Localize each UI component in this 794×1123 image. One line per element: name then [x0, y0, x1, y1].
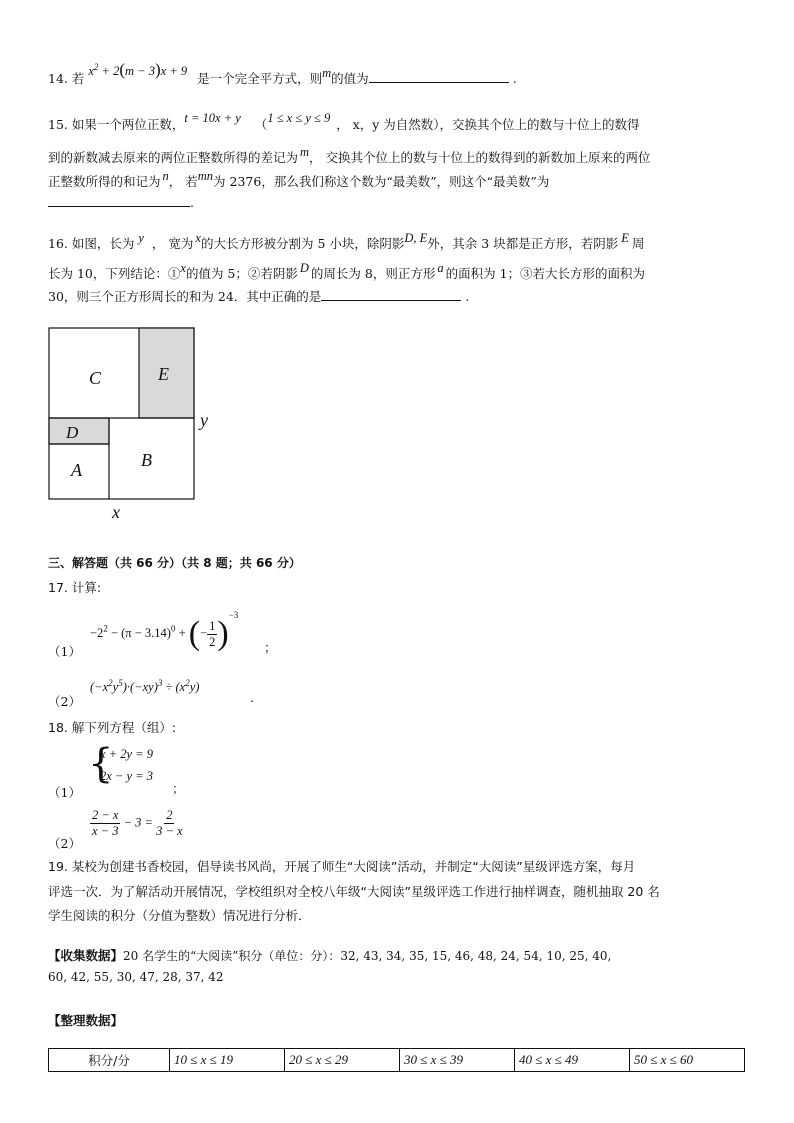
q16-text-1: ， 宽为: [151, 236, 194, 251]
q18-p1-label: （1）: [48, 785, 81, 800]
q15-condition: 1 ≤ x ≤ y ≤ 9: [267, 111, 331, 125]
q15-var-n: n: [162, 169, 169, 183]
q15-answer-blank[interactable]: [48, 206, 190, 207]
q15-text-2a: 到的新数减去原来的两位正整数所得的差记为: [48, 150, 299, 165]
question-14: [48, 60, 517, 88]
rectangle-figure: [40, 322, 230, 527]
q16-text-4: 周: [631, 236, 645, 251]
q16-line-2: [48, 261, 646, 282]
q15-period: .: [190, 195, 194, 210]
question-15: [48, 111, 640, 133]
q15-number: 15. 如果一个两位正数，: [48, 117, 185, 132]
q17-p2-expression: $(-x^2y^5)\cdot(-xy)^3 \div (x^2y)$: [90, 678, 200, 695]
q18-p2-expression: $\frac{2 - x}{x - 3}$ − 3 = $\frac{2}{3 - x}$: [92, 808, 183, 838]
organize-data-title: 【整理数据】: [48, 1013, 124, 1028]
q18-p1-end: ；: [172, 781, 185, 796]
q14-expression: $x^2 + 2(m - 3)x + 9$: [88, 60, 188, 79]
q16-var-de: D, E: [404, 231, 428, 245]
q16-answer-blank[interactable]: [321, 300, 461, 301]
q14-number: 14. 若: [48, 71, 85, 86]
table-header-cell: 积分/分: [49, 1049, 170, 1072]
q15-text-3b: ， 若: [168, 174, 198, 189]
q15-formula: t = 10x + y: [184, 111, 241, 125]
collect-data-title: 【收集数据】: [48, 948, 124, 963]
q16-var-y: y: [138, 231, 144, 245]
q16-text-2d: 的面积为 1；③若大长方形的面积为: [445, 266, 646, 281]
q18-title: 18. 解下列方程（组）:: [48, 720, 177, 735]
table-header-cell: 30 ≤ x ≤ 39: [400, 1049, 515, 1072]
q14-var-m: m: [322, 66, 332, 80]
table-header-cell: 20 ≤ x ≤ 29: [285, 1049, 400, 1072]
q15-line-3: [48, 169, 550, 190]
q18-p2-label: （2）: [48, 836, 81, 851]
q17-part-1: [48, 609, 277, 659]
q17-title: 17. 计算:: [48, 580, 102, 595]
q16-var-d: D: [299, 261, 309, 275]
q14-answer-blank[interactable]: [369, 82, 509, 83]
q19-line-3: 学生阅读的积分（分值为整数）情况进行分析．: [48, 908, 311, 923]
q17-p2-end: .: [250, 690, 254, 705]
q16-text-3a: 30，则三个正方形周长的和为 24．其中正确的是: [48, 289, 322, 304]
table-header-cell: 10 ≤ x ≤ 19: [170, 1049, 285, 1072]
q16-text-3: 外，其余 3 块都是正方形，若阴影: [427, 236, 619, 251]
q15-line-4: [48, 195, 194, 210]
q19-line-2: 评选一次．为了解活动开展情况，学校组织对全校八年级“大阅读”星级评选工作进行抽样调查，随机抽取 20 名: [48, 884, 660, 899]
system-brace: {: [88, 741, 114, 787]
q14-text-end: 的值为: [331, 71, 369, 86]
q16-number: 16. 如图，长为: [48, 236, 135, 251]
table-row: [49, 1049, 745, 1072]
section-3-title: 三、解答题（共 66 分）（共 8 题；共 66 分）: [48, 556, 301, 570]
label-d: D: [66, 423, 79, 442]
q15-text-3a: 正整数所得的和记为: [48, 174, 161, 189]
q14-text: 是一个完全平方式，则: [197, 71, 323, 86]
q17-p1-end: ；: [264, 640, 277, 655]
label-y: y: [200, 410, 208, 430]
collect-data-line-2: 60, 42, 55, 30, 47, 28, 37, 42: [48, 970, 224, 984]
q17-p2-label: （2）: [48, 694, 81, 709]
q16-period: .: [465, 289, 470, 304]
collect-data-line-1: 20 名学生的“大阅读”积分（单位：分）：32, 43, 34, 35, 15, 46, 48, 24, 54, 10, 25, 40,: [123, 949, 612, 963]
question-16: [48, 231, 645, 252]
q15-var-mn: mn: [197, 169, 214, 183]
q16-var-x: x: [195, 231, 201, 245]
q17-part-2: [48, 678, 254, 709]
q16-var-e: E: [621, 231, 629, 245]
q15-text-3c: 为 2376，那么我们称这个数为“最美数”，则这个“最美数”为: [213, 174, 550, 189]
q18-equation-1: x + 2y = 9: [100, 747, 153, 761]
q19-collect-data: [48, 946, 611, 964]
q15-condition-tail: ， x，y 为自然数），交换其个位上的数与十位上的数得: [336, 117, 640, 132]
q16-line-3: [48, 287, 469, 305]
table-header-cell: 40 ≤ x ≤ 49: [515, 1049, 630, 1072]
q15-line-2: [48, 145, 651, 166]
q16-text-2a: 长为 10，下列结论：①: [48, 266, 181, 281]
q16-text-2: 的大长方形被分割为 5 小块，除阴影: [200, 236, 405, 251]
q15-paren: （: [254, 117, 268, 132]
q16-text-2b: 的值为 5；②若阴影: [185, 266, 298, 281]
shaded-region-d: [49, 418, 109, 444]
table-header-cell: 50 ≤ x ≤ 60: [630, 1049, 745, 1072]
q16-var-x-2: x: [180, 261, 186, 275]
label-b: B: [141, 450, 152, 470]
label-c: C: [89, 368, 102, 388]
q18-equation-2: 2x − y = 3: [100, 769, 153, 783]
label-a: A: [71, 460, 82, 480]
q15-text-2b: ， 交换其个位上的数与十位上的数得到的新数加上原来的两位: [309, 150, 651, 165]
q15-var-m: m: [300, 145, 310, 159]
q16-text-2c: 的周长为 8，则正方形: [310, 266, 436, 281]
q19-line-1: 19. 某校为创建书香校园，倡导读书风尚，开展了师生“大阅读”活动，并制定“大阅读”星级评选方案，每月: [48, 859, 636, 874]
q17-p1-expression: $-2^2 - (\pi - 3.14)^0$ + (− $\frac{1}{2}$ )$^{-3}$: [90, 609, 239, 652]
q14-period: .: [512, 71, 517, 86]
q16-var-a: a: [437, 261, 444, 275]
label-x: x: [112, 502, 120, 522]
label-e: E: [158, 364, 169, 384]
score-table: [48, 1048, 745, 1072]
q17-p1-label: （1）: [48, 644, 81, 659]
